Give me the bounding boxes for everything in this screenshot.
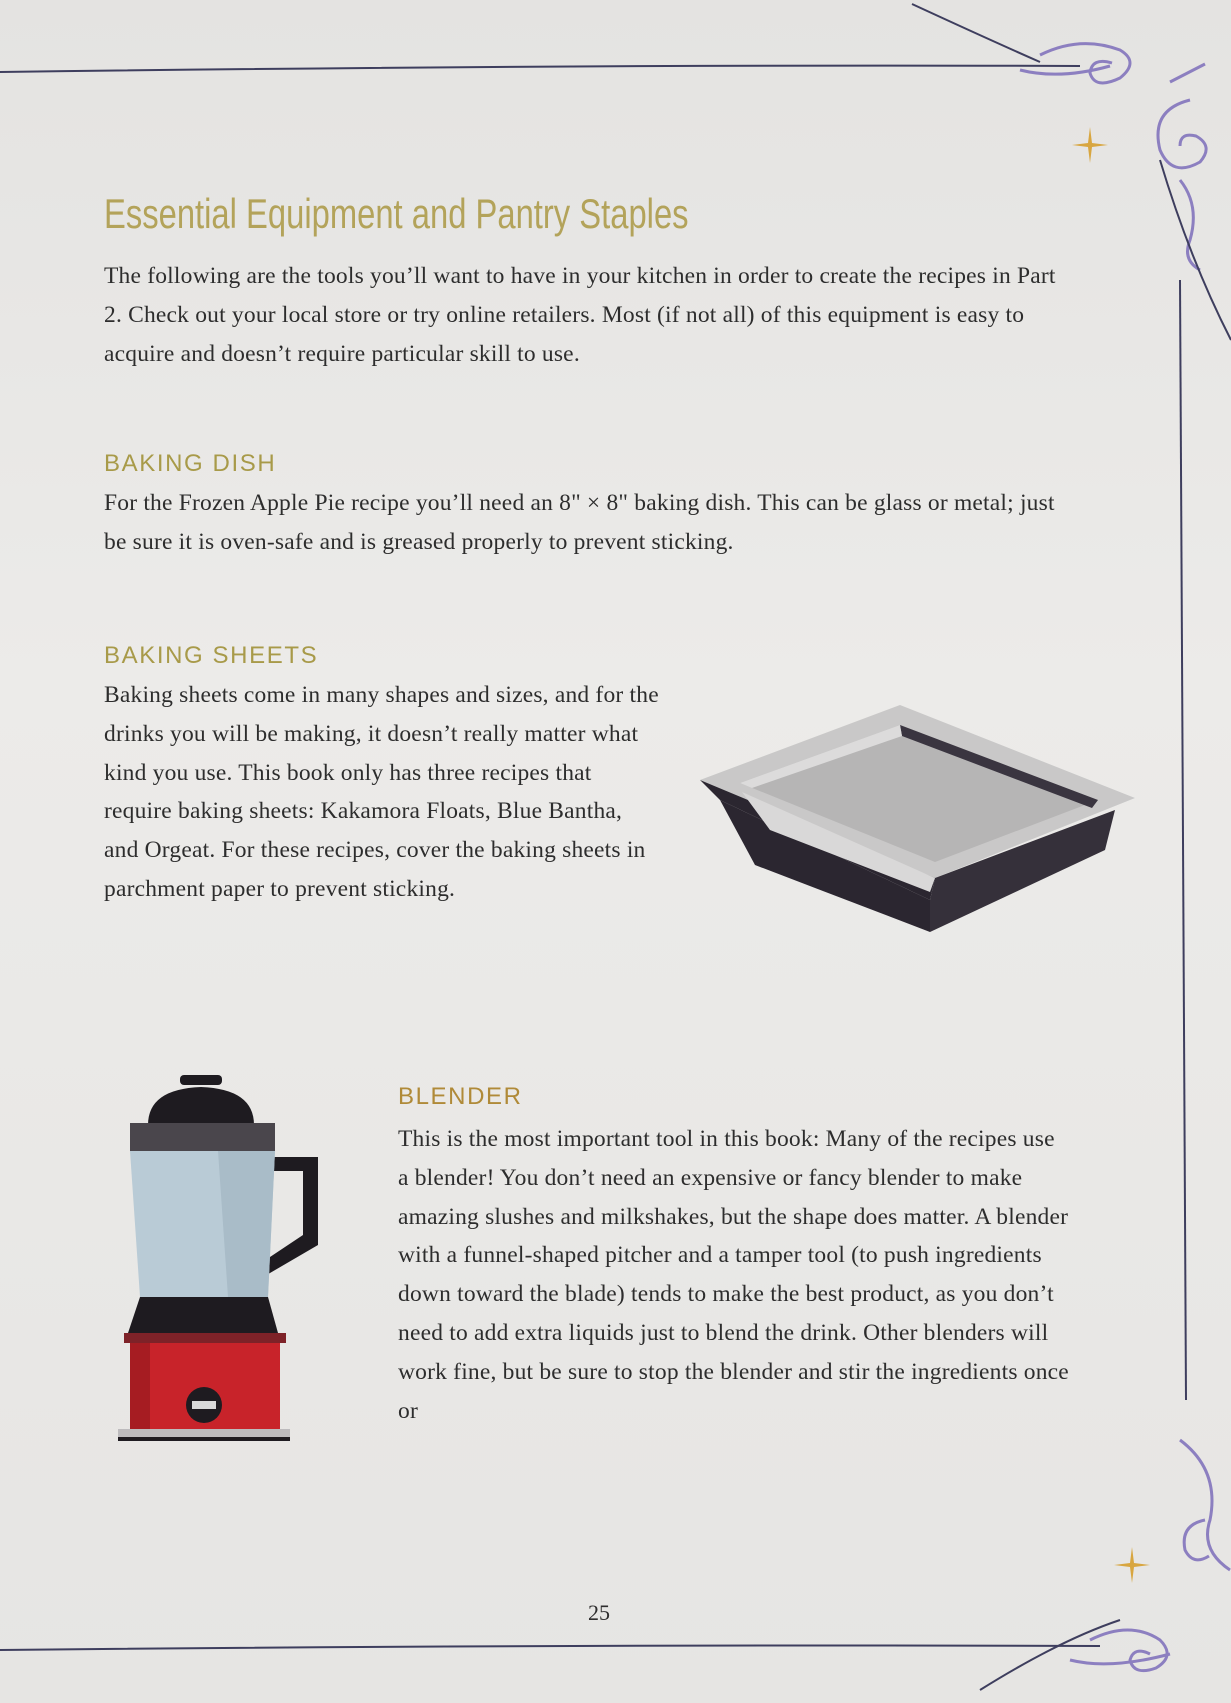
baking-sheets-heading: BAKING SHEETS (104, 642, 319, 669)
intro-paragraph: The following are the tools you’ll want to have in your kitchen in order to create the recipes in Part 2. Check out your local store or try online retailers. Most (if not all) of this equipment is easy to acquire and doesn’t require particular skill to use. (104, 263, 1056, 367)
page-title: Essential Equipment and Pantry Staples (104, 190, 689, 237)
sparkle-icon (1112, 1545, 1152, 1585)
baking-sheet-illustration (680, 700, 1140, 940)
baking-sheets-paragraph: Baking sheets come in many shapes and sizes, and for the drinks you will be making, it doesn’t really matter what kind you use. This book only has three recipes that require baking sheets: Kakamora Floats, Blue Bantha, and Orgeat. For these recipes, cover the baking sheets in parchment paper to prevent sticking. (104, 682, 659, 902)
blender-paragraph: This is the most important tool in this book: Many of the recipes use a blender! You don’t need an expensive or fancy blender to make amazing slushes and milkshakes, but the shape does matter. A blender with a funnel-shaped pitcher and a tamper tool (to push ingredients down toward the blade) tends to make the best product, as you don’t need to add extra liquids just to blend the drink. Other blenders will work fine, but be sure to stop the blender and stir the ingredients once or (398, 1126, 1069, 1424)
blender-illustration (118, 1075, 328, 1467)
sparkle-icon (1070, 125, 1110, 165)
page-number: 25 (588, 1600, 610, 1625)
blender-heading: BLENDER (398, 1083, 523, 1110)
baking-dish-heading: BAKING DISH (104, 450, 277, 477)
baking-dish-paragraph: For the Frozen Apple Pie recipe you’ll need an 8" × 8" baking dish. This can be glass or metal; just be sure it is oven-safe and is greased properly to prevent sticking. (104, 490, 1055, 555)
